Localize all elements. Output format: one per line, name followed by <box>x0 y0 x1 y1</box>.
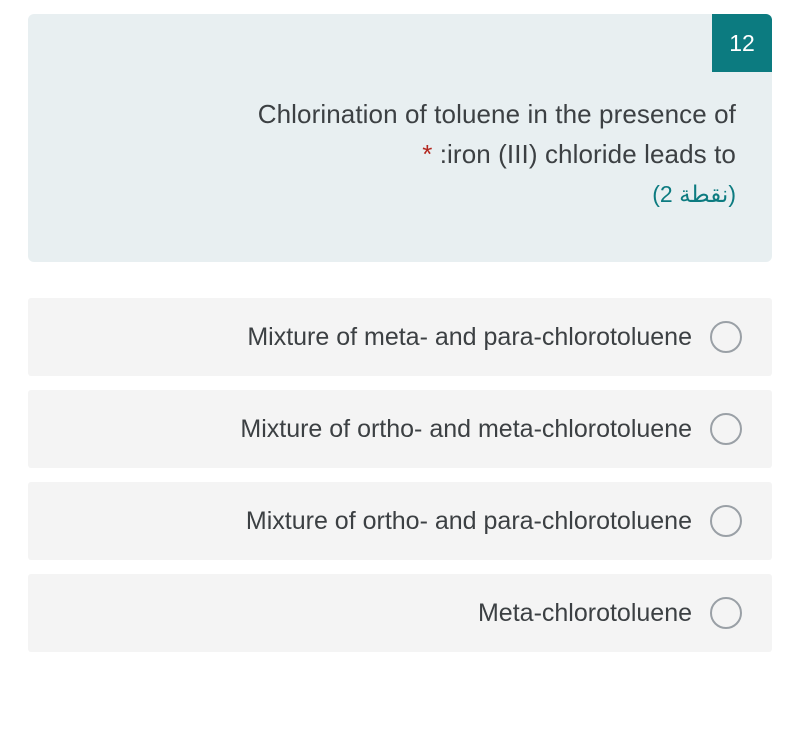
option-row[interactable] <box>28 298 772 376</box>
radio-button-icon[interactable] <box>710 505 742 537</box>
option-label: Mixture of ortho- and para-chlorotoluene <box>245 506 692 535</box>
radio-button-icon[interactable] <box>710 321 742 353</box>
option-label: Mixture of ortho- and meta-chlorotoluene <box>240 414 692 443</box>
option-row[interactable] <box>28 390 772 468</box>
question-points: (نقطة 2) <box>652 180 736 207</box>
question-text-line-2 <box>64 134 736 174</box>
option-row[interactable] <box>28 482 772 560</box>
options-list <box>28 298 772 652</box>
question-card <box>28 14 772 262</box>
quiz-page <box>0 14 800 735</box>
radio-button-icon[interactable] <box>710 597 742 629</box>
question-number-badge: 12 <box>712 14 772 72</box>
option-label: Mixture of meta- and para-chlorotoluene <box>247 322 692 351</box>
option-label: Meta-chlorotoluene <box>477 598 692 627</box>
required-asterisk: * <box>422 139 433 170</box>
question-text-line-1: Chlorination of toluene in the presence of <box>257 99 736 129</box>
option-row[interactable] <box>28 574 772 652</box>
question-text-line-2-text: :iron (III) chloride leads to <box>439 139 736 170</box>
question-text <box>64 94 736 175</box>
radio-button-icon[interactable] <box>710 413 742 445</box>
